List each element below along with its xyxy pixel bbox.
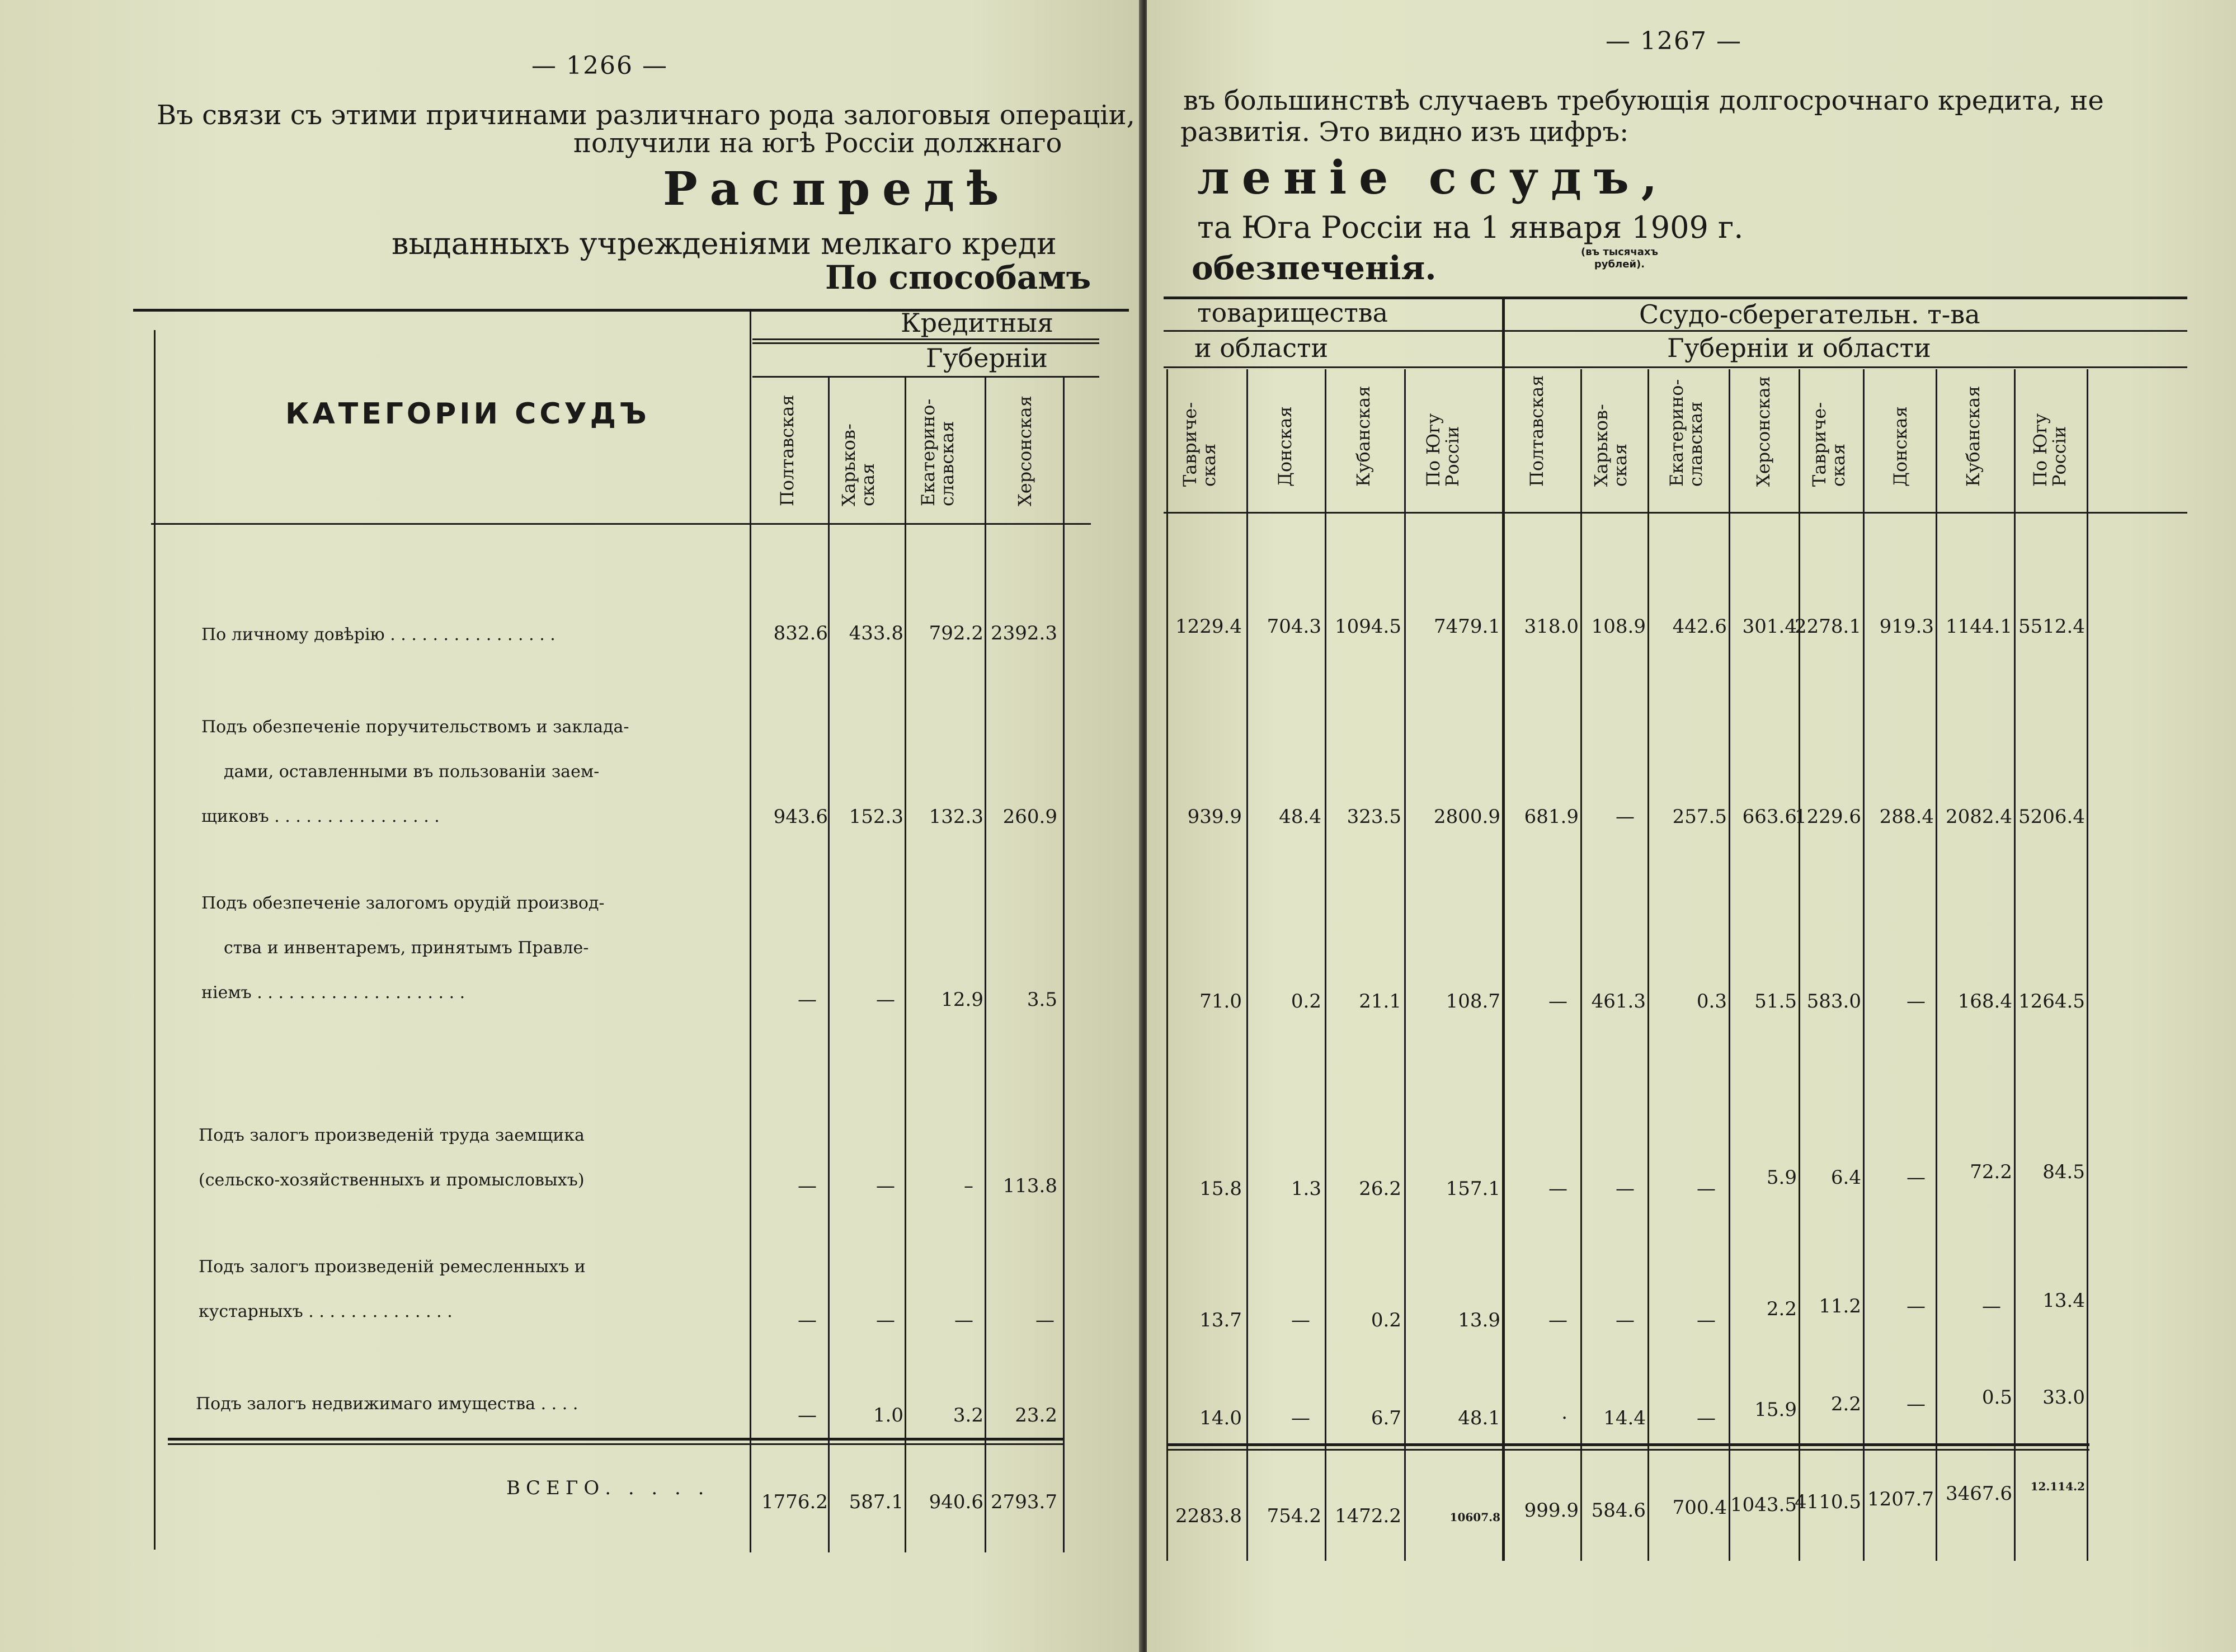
cell: 157.1 (1446, 1178, 1500, 1200)
row-label-line: ніемъ . . . . . . . . . . . . . . . . . . . . (201, 983, 465, 1003)
cell: — (798, 1175, 817, 1197)
column-header-text: Харьков- ская (1590, 404, 1631, 487)
cell: 0.2 (1371, 1309, 1401, 1331)
cell: 13.4 (2042, 1289, 2085, 1312)
cell: 1264.5 (2018, 990, 2085, 1013)
column-header-text: По Югу Россіи (1423, 413, 1463, 487)
total-cell: 4110.5 (1795, 1491, 1861, 1513)
row-label (196, 1382, 578, 1427)
table-rule (905, 378, 906, 1552)
cell: 323.5 (1347, 806, 1401, 828)
cell: — (798, 1309, 817, 1331)
row-label (201, 613, 556, 657)
cell: 2800.9 (1434, 806, 1500, 828)
column-header: Херсонская (1753, 376, 1774, 487)
cell: 5.9 (1766, 1166, 1797, 1189)
cell: 0.3 (1696, 990, 1727, 1013)
cell: 2.2 (1830, 1393, 1861, 1415)
cell: 26.2 (1359, 1178, 1401, 1200)
cell: 132.3 (929, 806, 983, 828)
column-header (839, 423, 877, 506)
intro-text-line-2: развитія. Это видно изъ цифръ: (1180, 116, 1629, 148)
subgroup-header-rule (752, 376, 1099, 378)
cell: 442.6 (1672, 615, 1727, 638)
table-title-part-1: Распредѣ (663, 162, 1011, 216)
column-header-rule (151, 523, 1091, 525)
cell: — (1291, 1407, 1310, 1429)
cell: — (1697, 1309, 1716, 1331)
cell: 433.8 (849, 622, 903, 644)
intro-text-line-1: въ большинствѣ случаевъ требующія долгосрочнаго кредита, не (1183, 85, 2104, 116)
cell: — (1548, 1178, 1567, 1200)
cell: 260.9 (1002, 806, 1057, 828)
column-header (1180, 402, 1218, 487)
column-header (1424, 413, 1462, 487)
cell: 792.2 (929, 622, 983, 644)
cell: 72.2 (1970, 1161, 2012, 1183)
cell: — (1548, 990, 1567, 1013)
total-cell: 940.6 (929, 1491, 983, 1513)
cell: 704.3 (1267, 615, 1321, 638)
table-rule (1325, 369, 1326, 1561)
table-section-part-1: По способамъ (825, 258, 1091, 296)
table-rule (1580, 369, 1582, 1561)
row-label-line: щиковъ . . . . . . . . . . . . . . . . (201, 807, 440, 826)
total-rule (168, 1438, 1063, 1441)
total-cell: 1472.2 (1335, 1505, 1401, 1527)
cell: 1229.6 (1795, 806, 1861, 828)
total-cell: 1043.5 (1730, 1494, 1797, 1516)
cell: 15.8 (1199, 1178, 1242, 1200)
cell: 13.7 (1199, 1309, 1242, 1331)
cell: — (876, 989, 895, 1011)
cell: 6.4 (1830, 1166, 1861, 1189)
column-header (2031, 413, 2069, 487)
cell: 6.7 (1371, 1407, 1401, 1429)
row-label-line: Подъ обезпеченіе поручительствомъ и заклада- (201, 717, 629, 737)
cell: 51.5 (1754, 990, 1797, 1013)
cell: 71.0 (1199, 990, 1242, 1013)
cell: 0.2 (1291, 990, 1321, 1013)
cell: 13.9 (1458, 1309, 1500, 1331)
cell: 168.4 (1957, 990, 2012, 1013)
cell: 681.9 (1524, 806, 1579, 828)
total-cell: 3467.6 (1946, 1482, 2012, 1505)
cell: — (798, 1404, 817, 1427)
cell: 2.2 (1766, 1298, 1797, 1320)
table-rule (1166, 369, 1168, 1561)
cell: 48.1 (1458, 1407, 1500, 1429)
cell: 33.0 (2042, 1386, 2085, 1409)
column-header-rule (1164, 512, 2187, 514)
total-cell: 10607.8 (1449, 1510, 1500, 1524)
total-cell: 12.114.2 (2030, 1480, 2085, 1493)
cell: 3.5 (1027, 989, 1057, 1011)
column-header: Донская (1274, 406, 1296, 487)
cell: 3.2 (953, 1404, 983, 1427)
column-header: Кубанская (1353, 385, 1374, 487)
row-label-line: Подъ залогъ произведеній ремесленныхъ и (199, 1257, 586, 1277)
cell: 301.4 (1742, 615, 1797, 638)
cell: 84.5 (2042, 1161, 2085, 1183)
cell: 0.5 (1981, 1386, 2012, 1409)
cell: 7479.1 (1434, 615, 1500, 638)
cell: 15.9 (1754, 1399, 1797, 1421)
cell: 2082.4 (1946, 806, 2012, 828)
table-section-part-2: обезпеченія. (1192, 249, 1437, 287)
cell: — (1907, 1166, 1926, 1189)
table-rule (2014, 369, 2016, 1561)
total-cell: 700.4 (1672, 1496, 1727, 1519)
cell: — (876, 1175, 895, 1197)
cell: — (1548, 1309, 1567, 1331)
column-header: Кубанская (1962, 385, 1984, 487)
cell: 108.9 (1591, 615, 1646, 638)
table-subtitle-part-2: та Юга Россіи на 1 января 1909 г. (1197, 210, 1744, 245)
row-label-line: кустарныхъ . . . . . . . . . . . . . . (199, 1302, 453, 1321)
total-cell: 2283.8 (1175, 1505, 1242, 1527)
cell: 12.9 (941, 989, 983, 1011)
cell: · (1561, 1407, 1567, 1429)
cell: — (1907, 1393, 1926, 1415)
column-header: Донская (1890, 406, 1911, 487)
row-label (201, 705, 629, 839)
cell: — (1616, 1309, 1635, 1331)
column-header: Полтавская (1526, 375, 1547, 487)
column-header-text: Тавриче- ская (1809, 402, 1849, 487)
subgroup-header-gubernii: Губерніи (926, 343, 1048, 373)
row-label-line: Подъ залогъ недвижимаго имущества . . . . (196, 1394, 578, 1414)
page-number-left: — 1266 — (531, 51, 668, 80)
column-header-text: Тавриче- ская (1179, 402, 1220, 487)
table-rule (1647, 369, 1649, 1561)
table-subtitle-part-1: выданныхъ учрежденіями мелкаго креди (392, 226, 1057, 261)
total-cell: 584.6 (1591, 1499, 1646, 1522)
cell: 1094.5 (1335, 615, 1401, 638)
cell: 11.2 (1819, 1295, 1861, 1317)
cell: — (1697, 1178, 1716, 1200)
row-label-line: дами, оставленными въ пользованіи заем- (224, 762, 600, 782)
table-rule (1404, 369, 1406, 1561)
row-label-line: Подъ обезпеченіе залогомъ орудій производ- (201, 893, 605, 913)
total-cell: 999.9 (1524, 1499, 1579, 1522)
cell: 288.4 (1879, 806, 1934, 828)
total-label: ВСЕГО. . . . . (506, 1477, 710, 1499)
table-rule (1729, 369, 1730, 1561)
cell: 663.6 (1742, 806, 1797, 828)
cell: — (1907, 990, 1926, 1013)
table-rule (828, 378, 830, 1552)
page-number-right: — 1267 — (1606, 27, 1742, 55)
cell: — (954, 1309, 973, 1331)
cell: 2278.1 (1795, 615, 1861, 638)
total-rule-2 (1166, 1449, 2089, 1451)
total-rule (1166, 1443, 2089, 1446)
cell: 939.9 (1187, 806, 1242, 828)
column-header-text: Екатерино- славская (1666, 379, 1706, 487)
group1-subheader: и области (1194, 333, 1329, 363)
category-header: КАТЕГОРІИ ССУДЪ (285, 397, 650, 431)
subgroup-header-rule (1164, 366, 2187, 368)
cell: 257.5 (1672, 806, 1727, 828)
table-rule (1863, 369, 1865, 1561)
column-header (1592, 404, 1630, 487)
cell: 113.8 (1002, 1175, 1057, 1197)
cell: — (798, 989, 817, 1011)
group-header-rule (1164, 330, 2187, 332)
table-rule (1246, 369, 1248, 1561)
cell: — (1035, 1309, 1055, 1331)
row-label-line: По личному довѣрію . . . . . . . . . . . . . . . . (201, 625, 556, 644)
intro-text-line-1: Въ связи съ этими причинами различнаго рода залоговыя операціи, (157, 100, 1135, 131)
units-note: (въ тысячахъ рублей). (1581, 246, 1658, 270)
group2-header: Ссудо-сберегательн. т-ва (1639, 299, 1980, 330)
column-header: Полтавская (776, 394, 798, 506)
column-header (1667, 379, 1705, 487)
table-rule (1502, 296, 1505, 1561)
cell: — (1982, 1295, 2001, 1317)
column-header-text: Харьков- ская (838, 423, 878, 506)
cell: — (876, 1309, 895, 1331)
total-cell: 1207.7 (1867, 1488, 1934, 1510)
cell: 943.6 (773, 806, 828, 828)
cell: 1144.1 (1946, 615, 2012, 638)
intro-text-line-2: получили на югѣ Россіи должнаго (573, 128, 1062, 159)
row-label-line: ства и инвентаремъ, принятымъ Правле- (224, 938, 589, 958)
total-cell: 754.2 (1267, 1505, 1321, 1527)
table-title-part-2: леніе ссудъ, (1197, 151, 1670, 205)
table-rule (985, 378, 986, 1552)
column-header-text: По Югу Россіи (2030, 413, 2070, 487)
table-rule (1799, 369, 1800, 1561)
cell: 48.4 (1279, 806, 1321, 828)
cell: 2392.3 (991, 622, 1057, 644)
cell: 21.1 (1359, 990, 1401, 1013)
cell: 318.0 (1524, 615, 1579, 638)
cell: 832.6 (773, 622, 828, 644)
row-label-line: (сельско-хозяйственныхъ и промысловыхъ) (199, 1170, 585, 1190)
total-cell: 2793.7 (991, 1491, 1057, 1513)
column-header-text: Екатерино- славская (917, 398, 958, 506)
cell: 1.0 (873, 1404, 903, 1427)
cell: — (1616, 1178, 1635, 1200)
column-header (919, 399, 957, 506)
group1-header: товарищества (1197, 298, 1388, 328)
cell: 23.2 (1015, 1404, 1057, 1427)
row-label (201, 881, 605, 1015)
cell: 5512.4 (2018, 615, 2085, 638)
cell: 14.0 (1199, 1407, 1242, 1429)
cell: — (1697, 1407, 1716, 1429)
cell: — (1291, 1309, 1310, 1331)
row-label-line: Подъ залогъ произведеній труда заемщика (199, 1126, 585, 1145)
cell: 919.3 (1879, 615, 1934, 638)
row-label (199, 1245, 586, 1334)
total-cell: 587.1 (849, 1491, 903, 1513)
row-label (199, 1113, 585, 1203)
cell: 461.3 (1591, 990, 1646, 1013)
cell: 14.4 (1603, 1407, 1646, 1429)
group2-subheader: Губерніи и области (1667, 333, 1931, 363)
table-rule (154, 330, 156, 1550)
column-header: Херсонская (1014, 396, 1035, 506)
total-rule-2 (168, 1443, 1063, 1445)
right-page (1147, 0, 2236, 1652)
group-header-credit: Кредитныя (901, 308, 1053, 338)
table-rule (1936, 369, 1937, 1561)
cell: — (1907, 1295, 1926, 1317)
table-rule (2087, 369, 2088, 1561)
cell: 5206.4 (2018, 806, 2085, 828)
column-header (1810, 402, 1848, 487)
cell: — (1616, 806, 1635, 828)
cell: 108.7 (1446, 990, 1500, 1013)
group-header-rule (752, 338, 1099, 340)
cell: – (964, 1175, 973, 1197)
cell: 152.3 (849, 806, 903, 828)
total-cell: 1776.2 (761, 1491, 828, 1513)
cell: 583.0 (1806, 990, 1861, 1013)
cell: 1.3 (1291, 1178, 1321, 1200)
table-rule (1063, 378, 1065, 1552)
cell: 1229.4 (1175, 615, 1242, 638)
table-rule (750, 310, 751, 1552)
